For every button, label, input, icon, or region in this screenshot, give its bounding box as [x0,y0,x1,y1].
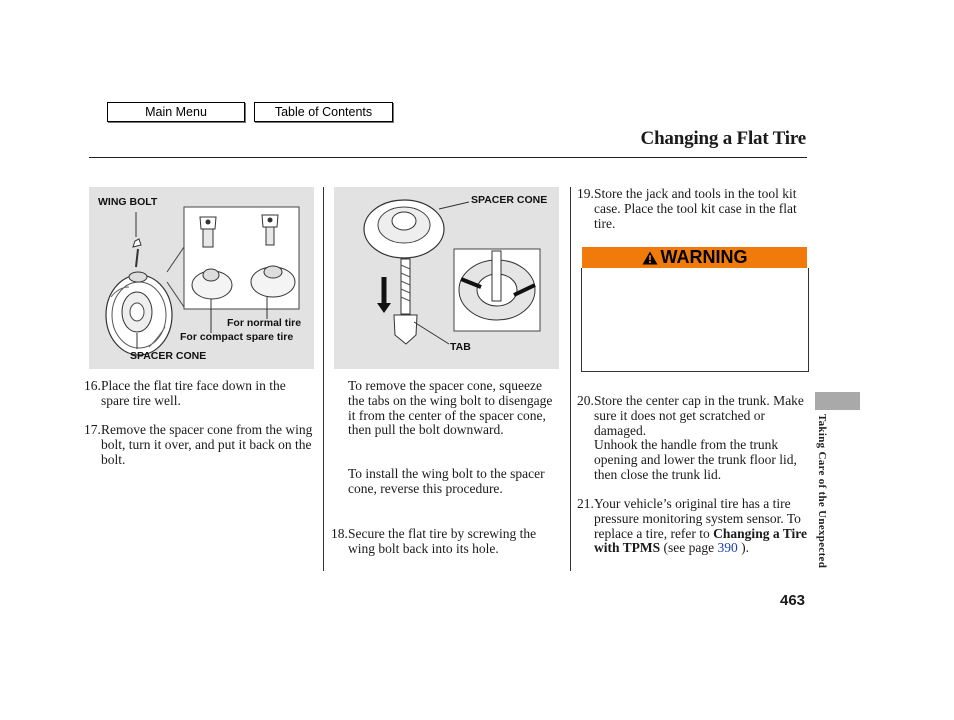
step-17 [84,423,314,467]
step-17-text: Remove the spacer cone from the wing bolt, turn it over, and put it back on the bolt. [101,422,313,467]
label-tab: TAB [450,341,471,353]
step-19-text: Store the jack and tools in the tool kit case. Place the tool kit case in the flat tire. [594,186,797,231]
column-divider-1 [323,187,324,571]
spacer-cone-removal-text: To remove the spacer cone, squeeze the tabs on the wing bolt to disengage it from the center of the spacer cone, then pull the bolt downward. [348,378,553,438]
main-menu-button[interactable]: Main Menu [107,102,245,122]
step-21-number: 21. [577,496,594,511]
label-spacer-cone-2: SPACER CONE [471,194,548,206]
label-spacer-cone: SPACER CONE [130,350,207,362]
column-divider-2 [570,187,571,571]
table-of-contents-button[interactable]: Table of Contents [254,102,393,122]
closing-paren: ). [737,540,749,556]
title-rule [89,157,807,158]
step-21-text [594,497,808,556]
tpms-reference: Changing a Tire with TPMS [594,525,807,556]
figure-wing-bolt [89,187,314,369]
step-18 [331,527,560,557]
section-tab-marker [815,392,860,410]
see-page-text: (see page [660,540,718,556]
wing-bolt-install-text: To install the wing bolt to the spacer cone, reverse this procedure. [348,466,545,496]
step-21-body: Your vehicle’s original tire has a tire pressure monitoring system sensor. To replace a tire, refer to [594,496,801,541]
step-17-number: 17. [84,422,101,437]
step-16-text: Place the flat tire face down in the spare tire well. [101,378,286,408]
step-18-text: Secure the flat tire by screwing the wing bolt back into its hole. [348,526,537,556]
step-16 [84,379,314,409]
warning-triangle-icon [642,251,658,265]
page-number: 463 [780,592,806,609]
step-20-text: Store the center cap in the trunk. Make sure it does not get scratched or damaged. [594,393,804,438]
spacer-cone-illustration [334,187,559,369]
step-18-number: 18. [331,526,348,541]
page-title: Changing a Flat Tire [640,128,806,149]
warning-label: WARNING [660,247,748,267]
step-19 [577,187,808,231]
step-21 [577,497,808,556]
label-normal-tire: For normal tire [227,317,302,329]
label-wing-bolt: WING BOLT [98,196,158,208]
step-20-number: 20. [577,393,594,408]
section-tab-label: Taking Care of the Unexpected [816,414,828,569]
step-16-number: 16. [84,378,101,393]
step-20 [577,394,808,483]
warning-box [581,268,809,372]
figure-spacer-cone [334,187,559,369]
warning-header [582,247,807,268]
page-390-link[interactable]: 390 [717,540,738,556]
step-19-number: 19. [577,186,594,201]
label-compact-spare-tire: For compact spare tire [180,331,294,343]
step-20-text-2: Unhook the handle from the trunk opening and lower the trunk floor lid, then close the trunk lid. [594,437,797,482]
